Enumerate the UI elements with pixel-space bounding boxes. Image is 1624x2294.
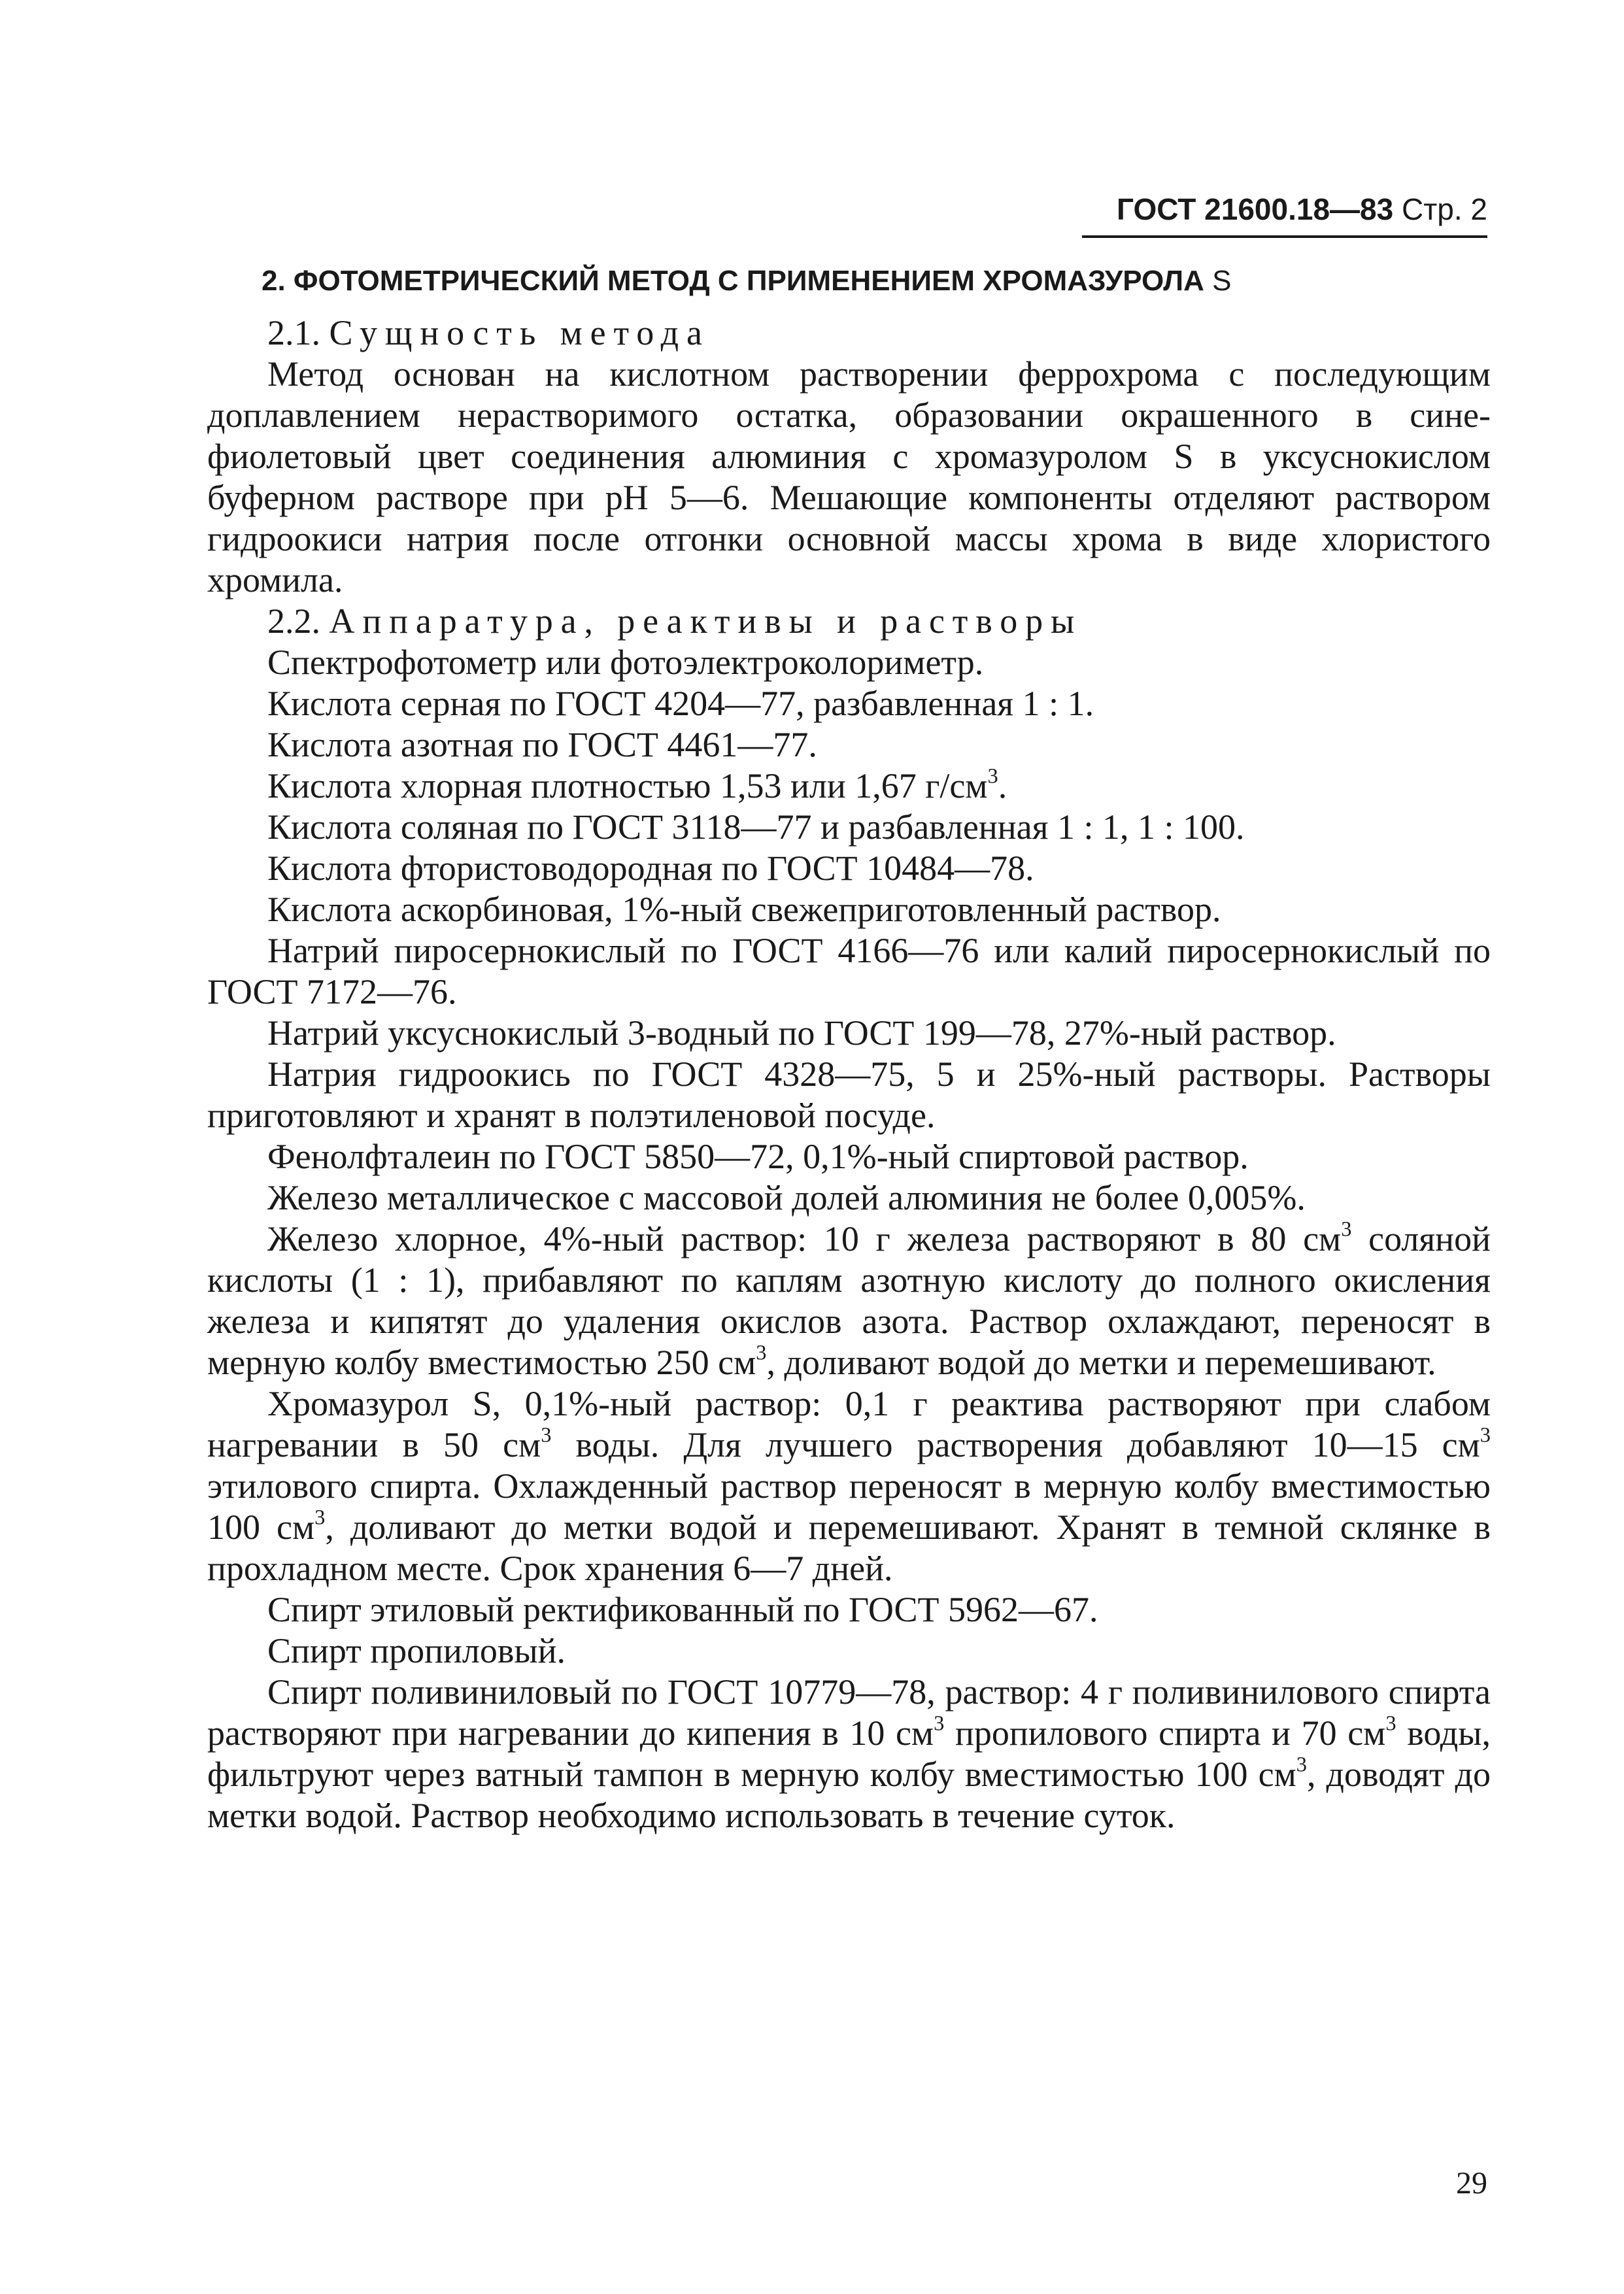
item-perchloric-acid: [207, 766, 1491, 807]
text-segment: воды. Для лучшего растворения добавляют 10—15 см: [551, 1425, 1480, 1464]
item-ethanol: Спирт этиловый ректификованный по ГОСТ 5962—67.: [267, 1590, 1098, 1629]
superscript: 3: [756, 1341, 767, 1365]
text-segment: , доливают водой до метки и перемешивают.: [766, 1343, 1436, 1382]
item-sodium-pyrosulfate: Натрий пиросернокислый по ГОСТ 4166—76 или калий пиросернокислый по ГОСТ 7172—76.: [207, 931, 1491, 1011]
item-phenolphthalein: Фенолфталеин по ГОСТ 5850—72, 0,1%-ный спиртовой раствор.: [267, 1137, 1249, 1176]
text-segment: соляной кислоты (1 : 1), прибавляют по каплям азотную кислоту до полного окисления железа и кипятят до удаления окислов азота. Раствор охлаждают, переносят в мерную колбу вместимостью 250 см: [207, 1219, 1491, 1382]
item-ferric-chloride: [207, 1219, 1491, 1383]
subsection-heading-2-1: [207, 312, 1491, 354]
section-title-suffix: S: [1212, 265, 1232, 297]
text-segment: .: [998, 766, 1007, 805]
standard-code: ГОСТ 21600.18—83: [1116, 192, 1394, 226]
subsection-number: 2.2.: [267, 601, 320, 641]
running-header: [1082, 190, 1487, 229]
subsection-number: 2.1.: [267, 313, 320, 352]
text-segment: , доводят до метки водой. Раствор необходимо использовать в течение суток.: [207, 1755, 1491, 1835]
paragraph-essence: Метод основан на кислотном растворении феррохрома с последующим доплавлением нерастворимого остатка, образовании окрашенного в сине-фиолетовый цвет соединения алюминия с хромазуролом S в уксуснокислом буферном растворе при pH 5—6. Мешающие компоненты отделяют раствором гидроокиси натрия после отгонки основной массы хрома в виде хлористого хромила.: [207, 354, 1491, 599]
item-iron-metal: Железо металлическое с массовой долей алюминия не более 0,005%.: [267, 1178, 1306, 1217]
superscript: 3: [314, 1506, 326, 1530]
item-nitric-acid: Кислота азотная по ГОСТ 4461—77.: [267, 725, 817, 764]
text-segment: Кислота хлорная плотностью 1,53 или 1,67 г/см: [267, 766, 988, 805]
text-segment: , доливают до метки водой и перемешивают. Хранят в темной склянке в прохладном месте. Срок хранения 6—7 дней.: [207, 1508, 1491, 1588]
superscript: 3: [1480, 1423, 1491, 1447]
item-chromazurol: [207, 1383, 1491, 1589]
header-rule: [1082, 235, 1487, 238]
subsection-heading-2-2: [207, 601, 1491, 642]
page-number: 29: [1456, 2166, 1487, 2201]
page-label: Стр. 2: [1401, 192, 1487, 226]
section-title: [262, 261, 1412, 301]
subsection-title: Аппаратура, реактивы и растворы: [329, 601, 1083, 641]
text-segment: этилового спирта. Охлажденный раствор переносят в мерную колбу вместимостью 100 см: [207, 1466, 1491, 1547]
item-propanol: Спирт пропиловый.: [267, 1631, 566, 1670]
item-spectrophotometer: Спектрофотометр или фотоэлектроколориметр.: [267, 643, 984, 682]
item-ascorbic-acid: Кислота аскорбиновая, 1%-ный свежеприготовленный раствор.: [267, 890, 1221, 929]
item-sodium-acetate: Натрий уксуснокислый 3-водный по ГОСТ 199—78, 27%-ный раствор.: [267, 1013, 1336, 1053]
subsection-title: Сущность метода: [329, 313, 710, 352]
text-segment: пропилового спирта и 70 см: [944, 1713, 1386, 1753]
text-segment: Железо хлорное, 4%-ный раствор: 10 г железа растворяют в 80 см: [267, 1219, 1342, 1258]
item-sodium-hydroxide: Натрия гидроокись по ГОСТ 4328—75, 5 и 25%-ный растворы. Растворы приготовляют и хранят в полэтиленовой посуде.: [207, 1054, 1491, 1135]
superscript: 3: [934, 1712, 945, 1736]
item-hydrofluoric-acid: Кислота фтористоводородная по ГОСТ 10484—78.: [267, 849, 1034, 888]
superscript: 3: [1385, 1712, 1396, 1736]
superscript: 3: [987, 764, 998, 788]
item-sulfuric-acid: Кислота серная по ГОСТ 4204—77, разбавленная 1 : 1.: [267, 684, 1094, 723]
item-polyvinyl-alcohol: [207, 1672, 1491, 1836]
text-segment: Хромазурол S, 0,1%-ный раствор: 0,1 г реактива растворяют при слабом нагревании в 50 см: [207, 1384, 1491, 1464]
superscript: 3: [1341, 1217, 1352, 1241]
document-body: [207, 312, 1491, 1836]
text-segment: воды, фильтруют через ватный тампон в мерную колбу вместимостью 100 см: [207, 1713, 1491, 1794]
item-hydrochloric-acid: Кислота соляная по ГОСТ 3118—77 и разбавленная 1 : 1, 1 : 100.: [267, 807, 1245, 847]
superscript: 3: [541, 1423, 552, 1447]
superscript: 3: [1296, 1753, 1307, 1777]
section-title-text: 2. ФОТОМЕТРИЧЕСКИЙ МЕТОД С ПРИМЕНЕНИЕМ ХРОМАЗУРОЛА: [262, 265, 1204, 297]
text-segment: Спирт поливиниловый по ГОСТ 10779—78, раствор: 4 г поливинилового спирта растворяют при нагревании до кипения в 10 см: [207, 1672, 1491, 1753]
